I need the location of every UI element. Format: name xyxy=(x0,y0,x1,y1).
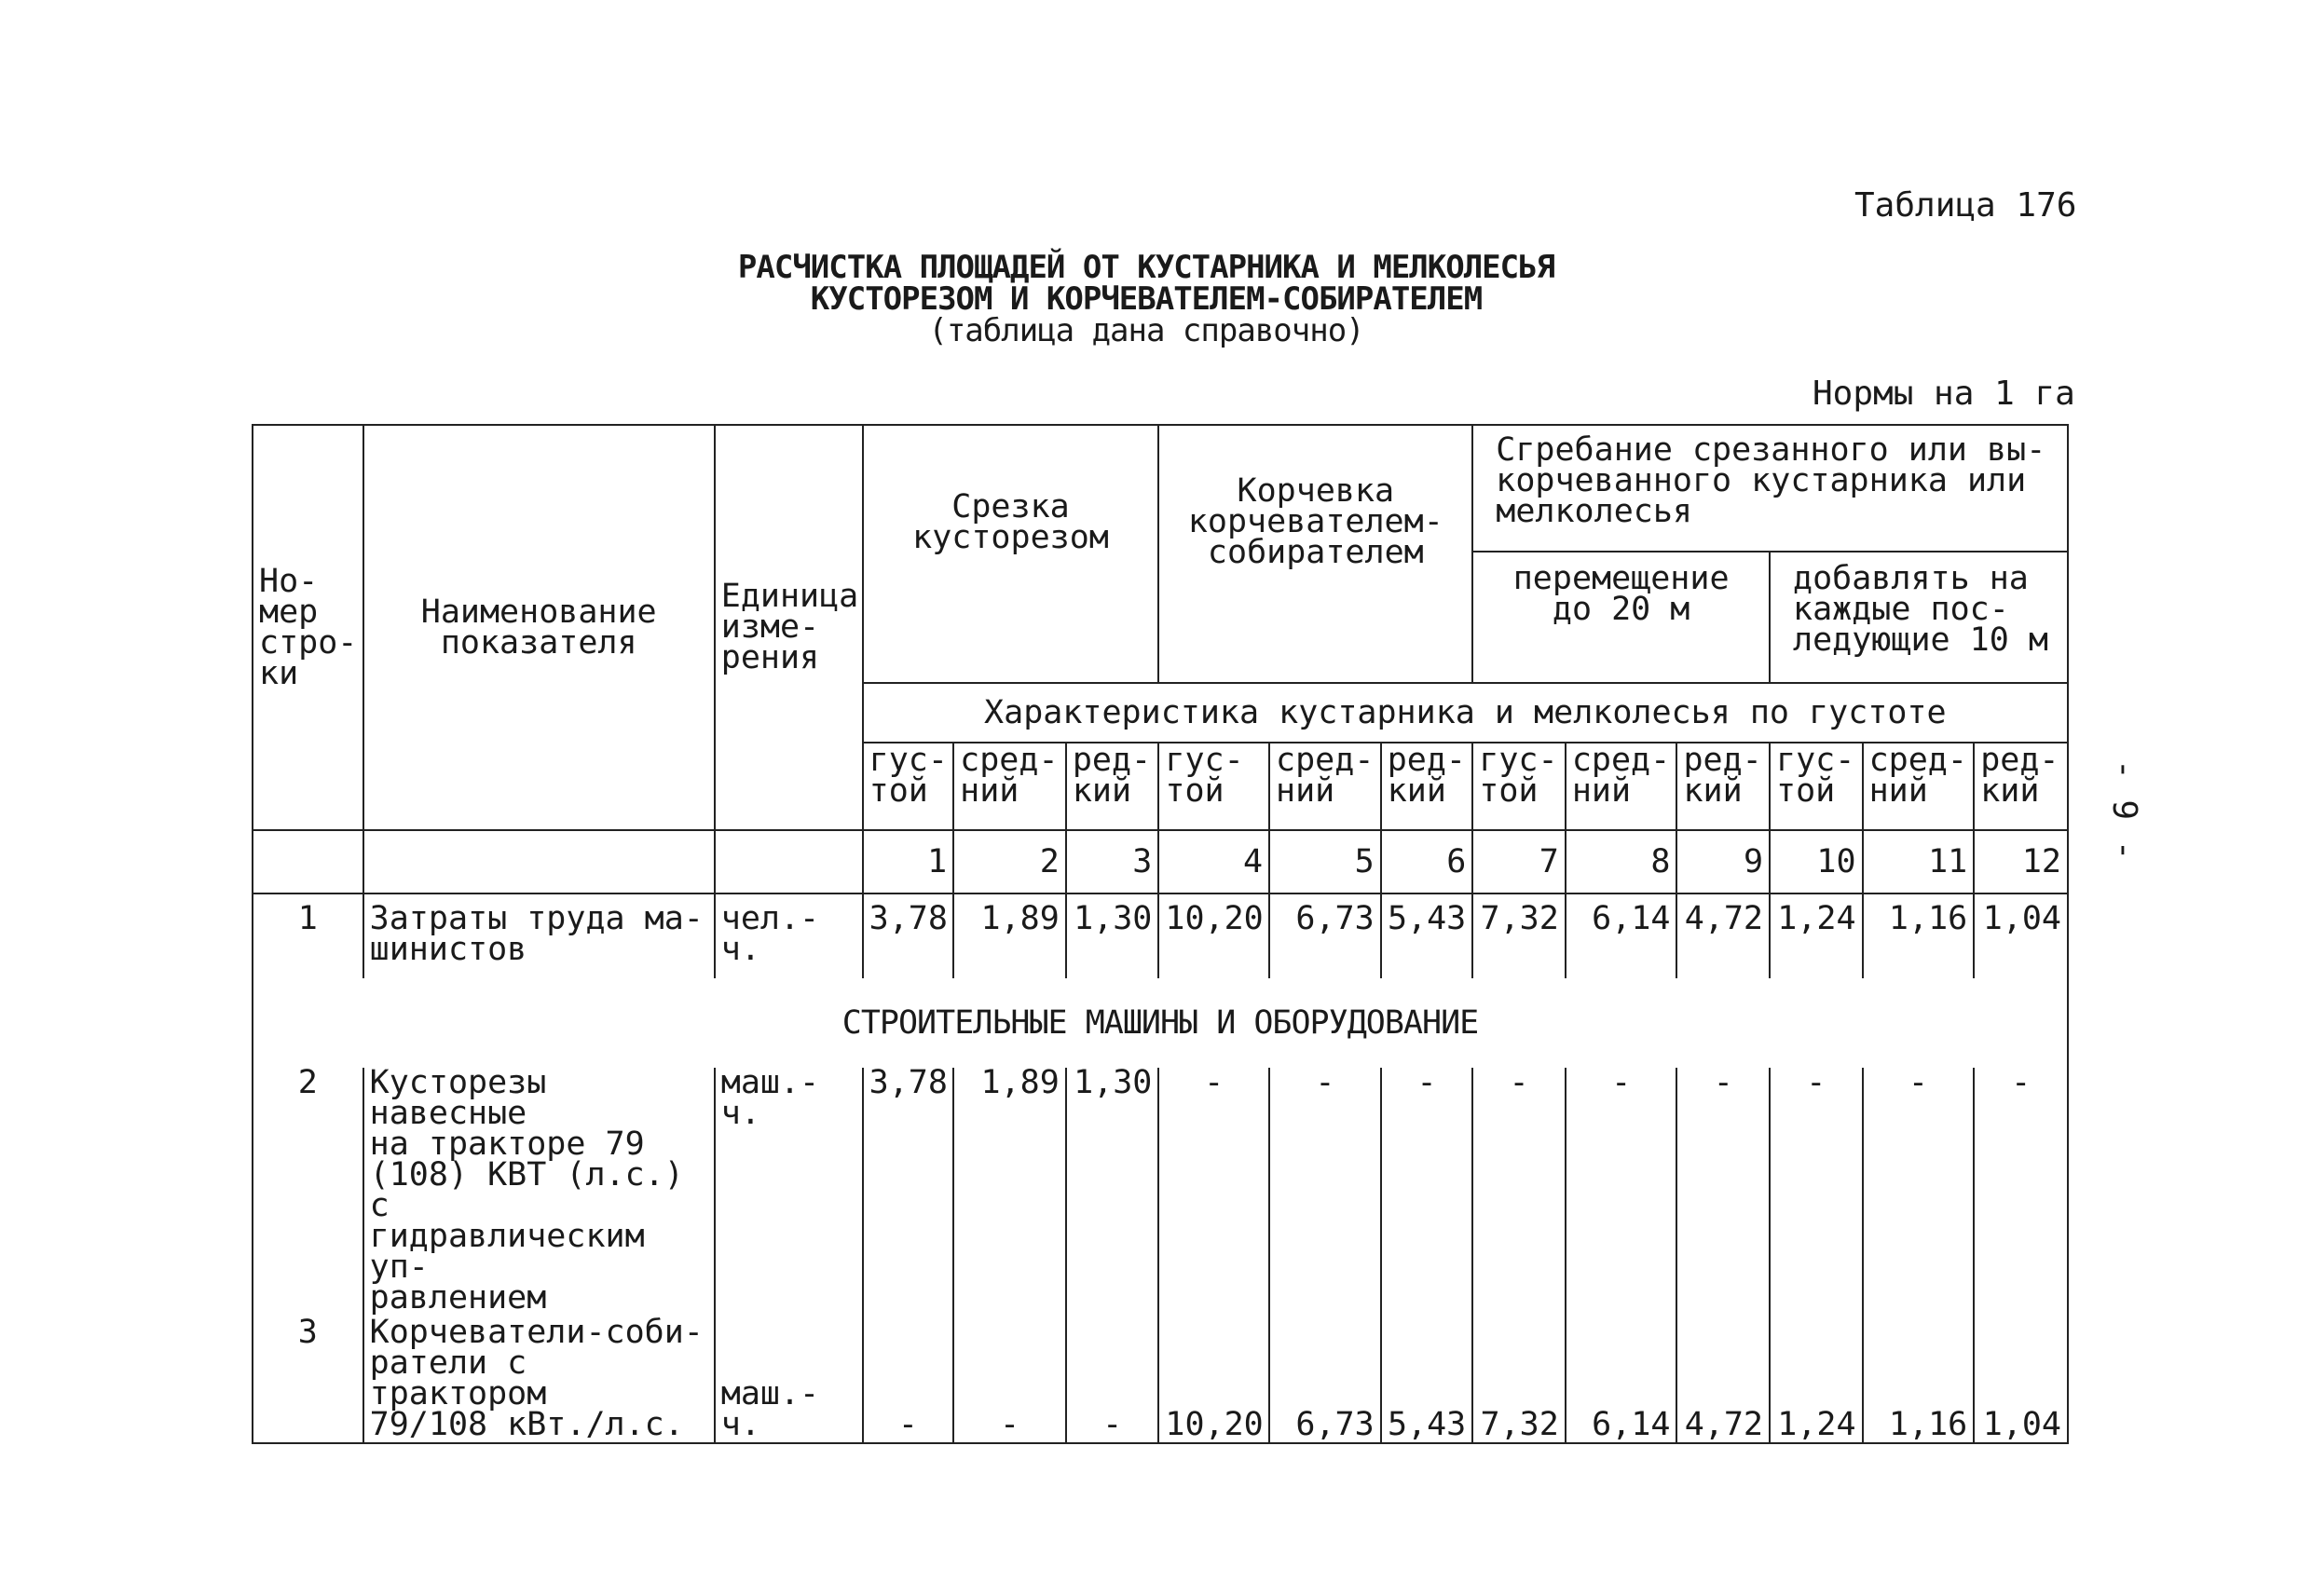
column-number: 8 xyxy=(1566,830,1677,893)
row-unit: чел.-ч. xyxy=(715,893,863,978)
density-label: гус- той xyxy=(863,743,954,830)
norms-unit: Нормы на 1 га xyxy=(1813,375,2075,413)
density-label: ред- кий xyxy=(1066,743,1159,830)
row-indicator: Кусторезы навесные на тракторе 79 (108) КВТ (л.с.) с гидравлическим уп- равлением xyxy=(363,1068,715,1316)
row-value: 3,78 xyxy=(863,893,954,978)
row-value: 7,32 xyxy=(1472,893,1566,978)
title-line-1: РАСЧИСТКА ПЛОЩАДЕЙ ОТ КУСТАРНИКА И МЕЛКОЛЕСЬЯ xyxy=(737,249,1555,286)
norms-table xyxy=(252,424,2069,1444)
column-number: 12 xyxy=(1974,830,2068,893)
column-numbers-row xyxy=(253,830,2068,893)
row-indicator: Корчеватели-соби- ратели с трактором 79/108 кВт./л.с. xyxy=(363,1316,715,1443)
row-unit: маш.-ч. xyxy=(715,1068,863,1316)
row-value: 1,04 xyxy=(1974,1316,2068,1443)
row-value: 6,73 xyxy=(1269,1316,1381,1443)
row-value: - xyxy=(1974,1068,2068,1316)
row-value: 7,32 xyxy=(1472,1316,1566,1443)
row-value: 1,30 xyxy=(1066,1068,1159,1316)
row-value: - xyxy=(1472,1068,1566,1316)
header-raking: Сгребание срезанного или вы- корчеванного кустарника или мелколесья xyxy=(1472,425,2068,552)
row-number: 1 xyxy=(253,893,363,978)
title-line-2: КУСТОРЕЗОМ И КОРЧЕВАТЕЛЕМ-СОБИРАТЕЛЕМ xyxy=(810,280,1483,318)
row-value: 10,20 xyxy=(1158,893,1269,978)
section-machines: СТРОИТЕЛЬНЫЕ МАШИНЫ И ОБОРУДОВАНИЕ xyxy=(253,978,2068,1068)
density-label: ред- кий xyxy=(1974,743,2068,830)
row-value: - xyxy=(1676,1068,1770,1316)
density-label: сред- ний xyxy=(1566,743,1677,830)
header-unit: Единица изме- рения xyxy=(715,425,863,830)
row-value: - xyxy=(1863,1068,1975,1316)
table-row xyxy=(253,1068,2068,1316)
row-value: - xyxy=(1269,1068,1381,1316)
header-row-number: Но- мер стро- ки xyxy=(253,425,363,830)
document-title xyxy=(652,249,1640,349)
header-cutting: Срезка кусторезом xyxy=(863,425,1159,683)
row-value: 6,14 xyxy=(1566,1316,1677,1443)
empty-cell xyxy=(715,830,863,893)
row-value: - xyxy=(863,1316,954,1443)
density-label: ред- кий xyxy=(1676,743,1770,830)
column-number: 2 xyxy=(953,830,1066,893)
row-value: 1,24 xyxy=(1770,893,1863,978)
row-value: - xyxy=(1158,1068,1269,1316)
row-value: 1,89 xyxy=(953,1068,1066,1316)
column-number: 3 xyxy=(1066,830,1159,893)
row-value: - xyxy=(1770,1068,1863,1316)
row-value: 1,04 xyxy=(1974,893,2068,978)
column-number: 4 xyxy=(1158,830,1269,893)
row-value: 3,78 xyxy=(863,1068,954,1316)
row-number: 2 xyxy=(253,1068,363,1316)
row-unit: маш.-ч. xyxy=(715,1316,863,1443)
density-label: гус- той xyxy=(1770,743,1863,830)
density-label: сред- ний xyxy=(953,743,1066,830)
header-indicator: Наименование показателя xyxy=(363,425,715,830)
density-label: гус- той xyxy=(1472,743,1566,830)
row-value: 1,16 xyxy=(1863,1316,1975,1443)
row-value: 4,72 xyxy=(1676,1316,1770,1443)
density-label: сред- ний xyxy=(1269,743,1381,830)
column-number: 10 xyxy=(1770,830,1863,893)
row-value: 10,20 xyxy=(1158,1316,1269,1443)
header-uprooting: Корчевка корчевателем- собирателем xyxy=(1158,425,1472,683)
row-value: 1,24 xyxy=(1770,1316,1863,1443)
row-value: 6,14 xyxy=(1566,893,1677,978)
density-label: ред- кий xyxy=(1381,743,1473,830)
row-value: 1,89 xyxy=(953,893,1066,978)
column-number: 9 xyxy=(1676,830,1770,893)
column-number: 5 xyxy=(1269,830,1381,893)
table-row xyxy=(253,893,2068,978)
row-value: - xyxy=(953,1316,1066,1443)
column-number: 11 xyxy=(1863,830,1975,893)
row-value: - xyxy=(1381,1068,1473,1316)
header-add-10m: добавлять на каждые пос- ледующие 10 м xyxy=(1770,552,2068,683)
row-value: 6,73 xyxy=(1269,893,1381,978)
page-number: - 9 - xyxy=(2105,759,2143,861)
row-number: 3 xyxy=(253,1316,363,1443)
row-value: - xyxy=(1566,1068,1677,1316)
column-number: 6 xyxy=(1381,830,1473,893)
density-label: гус- той xyxy=(1158,743,1269,830)
header-move-20m: перемещение до 20 м xyxy=(1472,552,1770,683)
row-indicator: Затраты труда ма- шинистов xyxy=(363,893,715,978)
row-value: - xyxy=(1066,1316,1159,1443)
row-value: 1,16 xyxy=(1863,893,1975,978)
table-number: Таблица 176 xyxy=(1854,186,2077,225)
header-density: Характеристика кустарника и мелколесья по густоте xyxy=(863,683,2068,743)
row-value: 5,43 xyxy=(1381,1316,1473,1443)
table-row xyxy=(253,1316,2068,1443)
empty-cell xyxy=(363,830,715,893)
row-value: 5,43 xyxy=(1381,893,1473,978)
empty-cell xyxy=(253,830,363,893)
column-number: 1 xyxy=(863,830,954,893)
title-note: (таблица дана справочно) xyxy=(928,312,1364,349)
row-value: 1,30 xyxy=(1066,893,1159,978)
density-label: сред- ний xyxy=(1863,743,1975,830)
row-value: 4,72 xyxy=(1676,893,1770,978)
column-number: 7 xyxy=(1472,830,1566,893)
